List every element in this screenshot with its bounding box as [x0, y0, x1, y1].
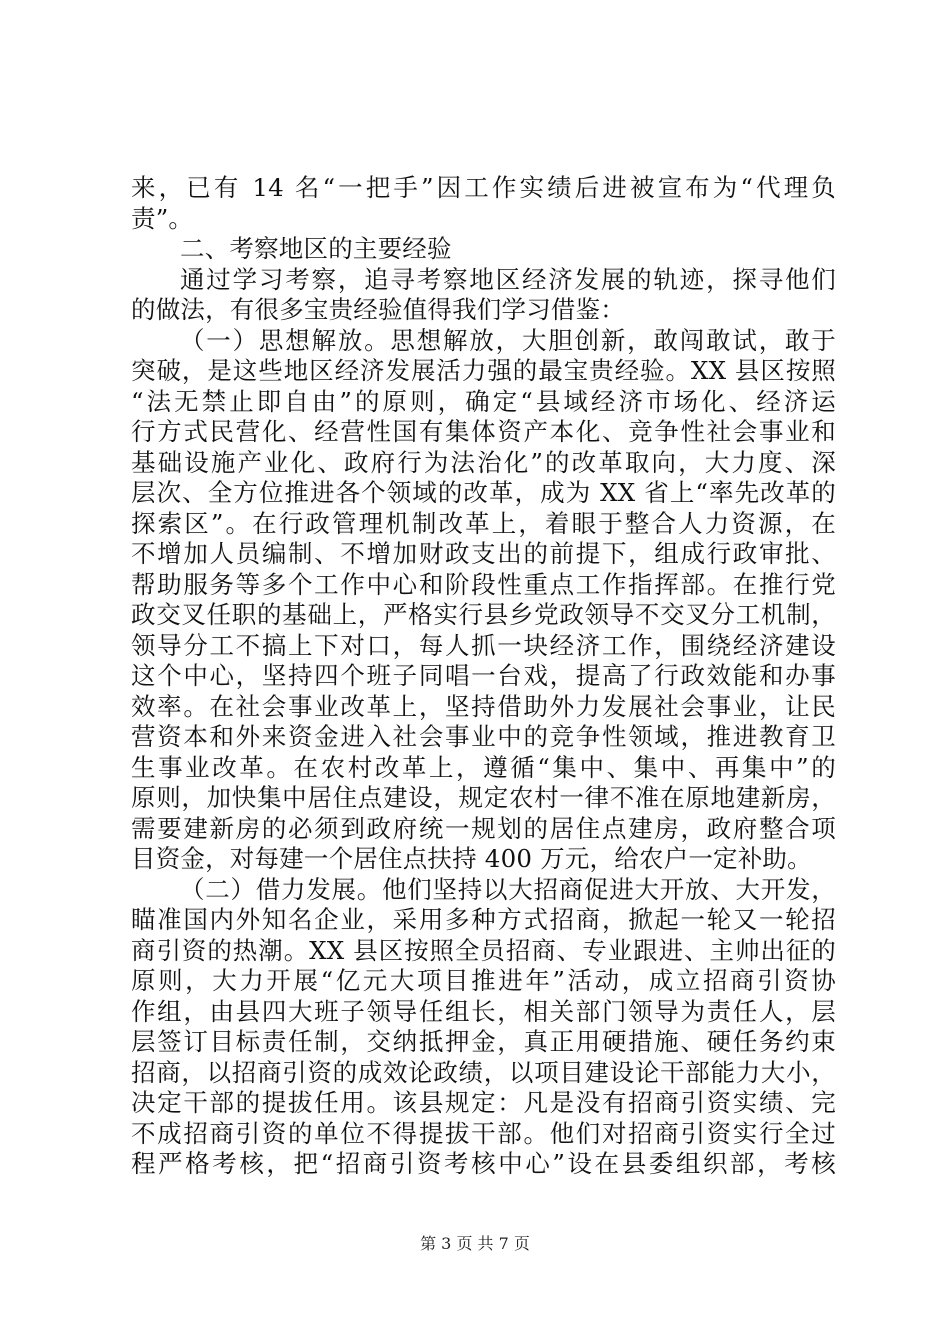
text-line: （二）借力发展。他们坚持以大招商促进大开放、大开发，: [180, 874, 836, 904]
text-line: 这个中心，坚持四个班子同唱一台戏，提高了行政效能和办事: [131, 661, 836, 690]
text-line: 效率。在社会事业改革上，坚持借助外力发展社会事业，让民: [131, 691, 836, 721]
text-line: 领导分工不搞上下对口，每人抓一块经济工作，围绕经济建设: [131, 630, 836, 660]
text-line: 原则，加快集中居住点建设，规定农村一律不准在原地建新房，: [131, 783, 836, 812]
document-body: [131, 173, 836, 1180]
text-line: 通过学习考察，追寻考察地区经济发展的轨迹，探寻他们: [180, 264, 836, 294]
text-line: 层签订目标责任制，交纳抵押金，真正用硬措施、硬任务约束: [131, 1027, 836, 1056]
text-line: （一）思想解放。思想解放，大胆创新，敢闯敢试，敢于: [180, 325, 836, 355]
text-line: 的做法，有很多宝贵经验值得我们学习借鉴：: [131, 295, 625, 324]
text-line: “法无禁止即自由”的原则，确定“县域经济市场化、经济运: [131, 386, 836, 416]
text-line: 责”。: [131, 203, 194, 233]
text-line: 营资本和外来资金进入社会事业中的竞争性领域，推进教育卫: [131, 722, 836, 751]
text-line: 基础设施产业化、政府行为法治化”的改革取向，大力度、深: [131, 447, 836, 477]
text-line: 行方式民营化、经营性国有集体资产本化、竞争性社会事业和: [131, 417, 836, 446]
text-line: 需要建新房的必须到政府统一规划的居住点建房，政府整合项: [131, 813, 836, 843]
text-line: 原则，大力开展“亿元大项目推进年”活动，成立招商引资协: [131, 966, 836, 995]
text-line: 来，已有 14 名“一把手”因工作实绩后进被宣布为“代理负: [131, 173, 836, 202]
text-line: 程严格考核，把“招商引资考核中心”设在县委组织部，考核: [131, 1149, 836, 1178]
text-line: 商引资的热潮。XX 县区按照全员招商、专业跟进、主帅出征的: [131, 935, 836, 965]
text-line: 不增加人员编制、不增加财政支出的前提下，组成行政审批、: [131, 539, 836, 568]
text-line: 招商，以招商引资的成效论政绩，以项目建设论干部能力大小，: [131, 1057, 836, 1087]
text-line: 生事业改革。在农村改革上，遵循“集中、集中、再集中”的: [131, 752, 836, 782]
text-line: 决定干部的提拔任用。该县规定：凡是没有招商引资实绩、完: [131, 1088, 836, 1117]
text-line: 政交叉任职的基础上，严格实行县乡党政领导不交叉分工机制，: [131, 600, 836, 629]
text-line: 作组，由县四大班子领导任组长，相关部门领导为责任人，层: [131, 996, 836, 1026]
text-line: 探索区”。在行政管理机制改革上，着眼于整合人力资源，在: [131, 508, 836, 538]
text-line: 目资金，对每建一个居住点扶持 400 万元，给农户一定补助。: [131, 844, 812, 873]
page-footer: 第 3 页 共 7 页: [420, 1234, 530, 1253]
text-line: 帮助服务等多个工作中心和阶段性重点工作指挥部。在推行党: [131, 569, 836, 599]
text-line: 不成招商引资的单位不得提拔干部。他们对招商引资实行全过: [131, 1118, 836, 1148]
text-line: 突破，是这些地区经济发展活力强的最宝贵经验。XX 县区按照: [131, 356, 836, 385]
text-line: 瞄准国内外知名企业，采用多种方式招商，掀起一轮又一轮招: [131, 905, 836, 934]
text-line: 层次、全方位推进各个领域的改革，成为 XX 省上“率先改革的: [131, 478, 836, 507]
text-line: 二、考察地区的主要经验: [180, 234, 452, 263]
